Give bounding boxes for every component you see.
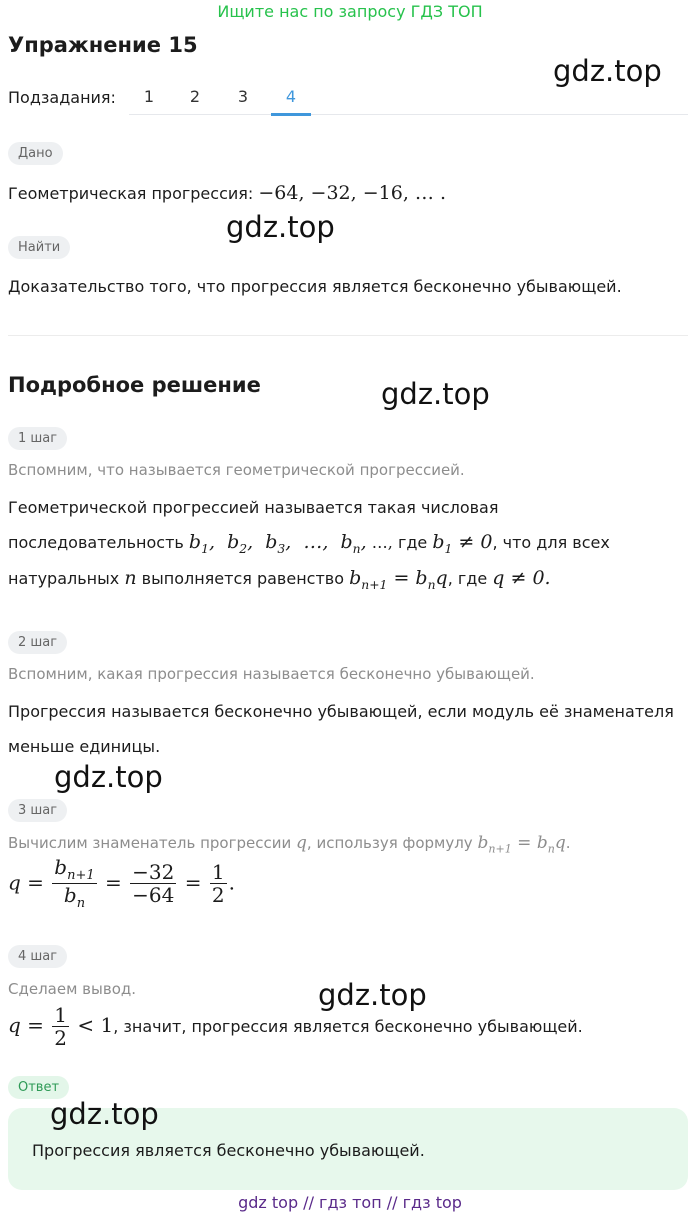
- step-3-formula: q = $\frac{b_{n+1}}{b_n}$ = $\frac{-32}{-64}$ = $\frac{1}{2}$ .: [8, 855, 235, 912]
- section-divider: [8, 335, 688, 336]
- exercise-title: Упражнение 15: [8, 33, 198, 57]
- step-1-text: натуральных: [8, 569, 120, 588]
- watermark: gdz.top: [553, 54, 662, 88]
- tabs-divider: [129, 114, 688, 115]
- search-banner: Ищите нас по запросу ГДЗ ТОП: [217, 2, 483, 21]
- watermark: gdz.top: [50, 1097, 159, 1131]
- answer-badge: Ответ: [8, 1076, 69, 1099]
- tab-subtask-4[interactable]: 4: [285, 87, 297, 106]
- step-1-text: где: [457, 569, 488, 588]
- tab-subtask-2[interactable]: 2: [189, 87, 201, 106]
- answer-text: Прогрессия является бесконечно убывающей.: [32, 1141, 425, 1160]
- active-tab-indicator: [271, 113, 311, 116]
- step-1-line-1: Геометрической прогрессией называется такая числовая: [8, 498, 499, 517]
- watermark: gdz.top: [226, 210, 335, 244]
- step-2-line-2: меньше единицы.: [8, 737, 161, 756]
- step-3-hint-text: Вычислим знаменатель прогрессии: [8, 834, 292, 852]
- step-1-badge: 1 шаг: [8, 427, 67, 450]
- step-2-badge: 2 шаг: [8, 631, 67, 654]
- tab-subtask-1[interactable]: 1: [143, 87, 155, 106]
- find-text: Доказательство того, что прогрессия является бесконечно убывающей.: [8, 277, 622, 296]
- footer-links[interactable]: gdz top // гдз топ // гдз top: [238, 1193, 462, 1212]
- step-2-line-1: Прогрессия называется бесконечно убывающей, если модуль её знаменателя: [8, 702, 674, 721]
- step-3-hint: Вычислим знаменатель прогрессии q, используя формулу $b_{n+1} = b_nq$.: [8, 833, 571, 856]
- step-1-line-3: натуральных n выполняется равенство $b_{n+1} = b_nq$, где q ≠ 0.: [8, 567, 551, 592]
- step-1-line-2: последовательность $b_1$, $b_2$, $b_3$, …, $b_n$, …, где $b_1 \ne 0$, что для всех: [8, 531, 610, 556]
- step-2-hint: Вспомним, какая прогрессия называется бесконечно убывающей.: [8, 665, 535, 683]
- step-1-text: что для всех: [502, 533, 610, 552]
- watermark: gdz.top: [54, 760, 163, 794]
- subtasks-label: Подзадания:: [8, 88, 116, 107]
- watermark: gdz.top: [381, 377, 490, 411]
- step-4-hint: Сделаем вывод.: [8, 980, 137, 998]
- given-sequence: −64, −32, −16, … .: [258, 182, 446, 204]
- step-4-conclusion: q = $\frac{1}{2}$ < 1, значит, прогрессия является бесконечно убывающей.: [8, 1003, 583, 1050]
- step-1-text: последовательность: [8, 533, 184, 552]
- find-badge: Найти: [8, 236, 70, 259]
- step-1-text: выполняется равенство: [141, 569, 344, 588]
- step-3-hint-text: используя формулу: [316, 834, 473, 852]
- step-1-hint: Вспомним, что называется геометрической прогрессией.: [8, 461, 465, 479]
- given-text: [8, 182, 446, 204]
- step-4-text: , значит, прогрессия является бесконечно убывающей.: [113, 1017, 583, 1036]
- solution-title: Подробное решение: [8, 373, 261, 397]
- step-1-text: где: [397, 533, 428, 552]
- step-4-badge: 4 шаг: [8, 945, 67, 968]
- given-badge: Дано: [8, 142, 63, 165]
- watermark: gdz.top: [318, 978, 427, 1012]
- tab-subtask-3[interactable]: 3: [237, 87, 249, 106]
- given-label: Геометрическая прогрессия:: [8, 184, 254, 203]
- step-3-badge: 3 шаг: [8, 799, 67, 822]
